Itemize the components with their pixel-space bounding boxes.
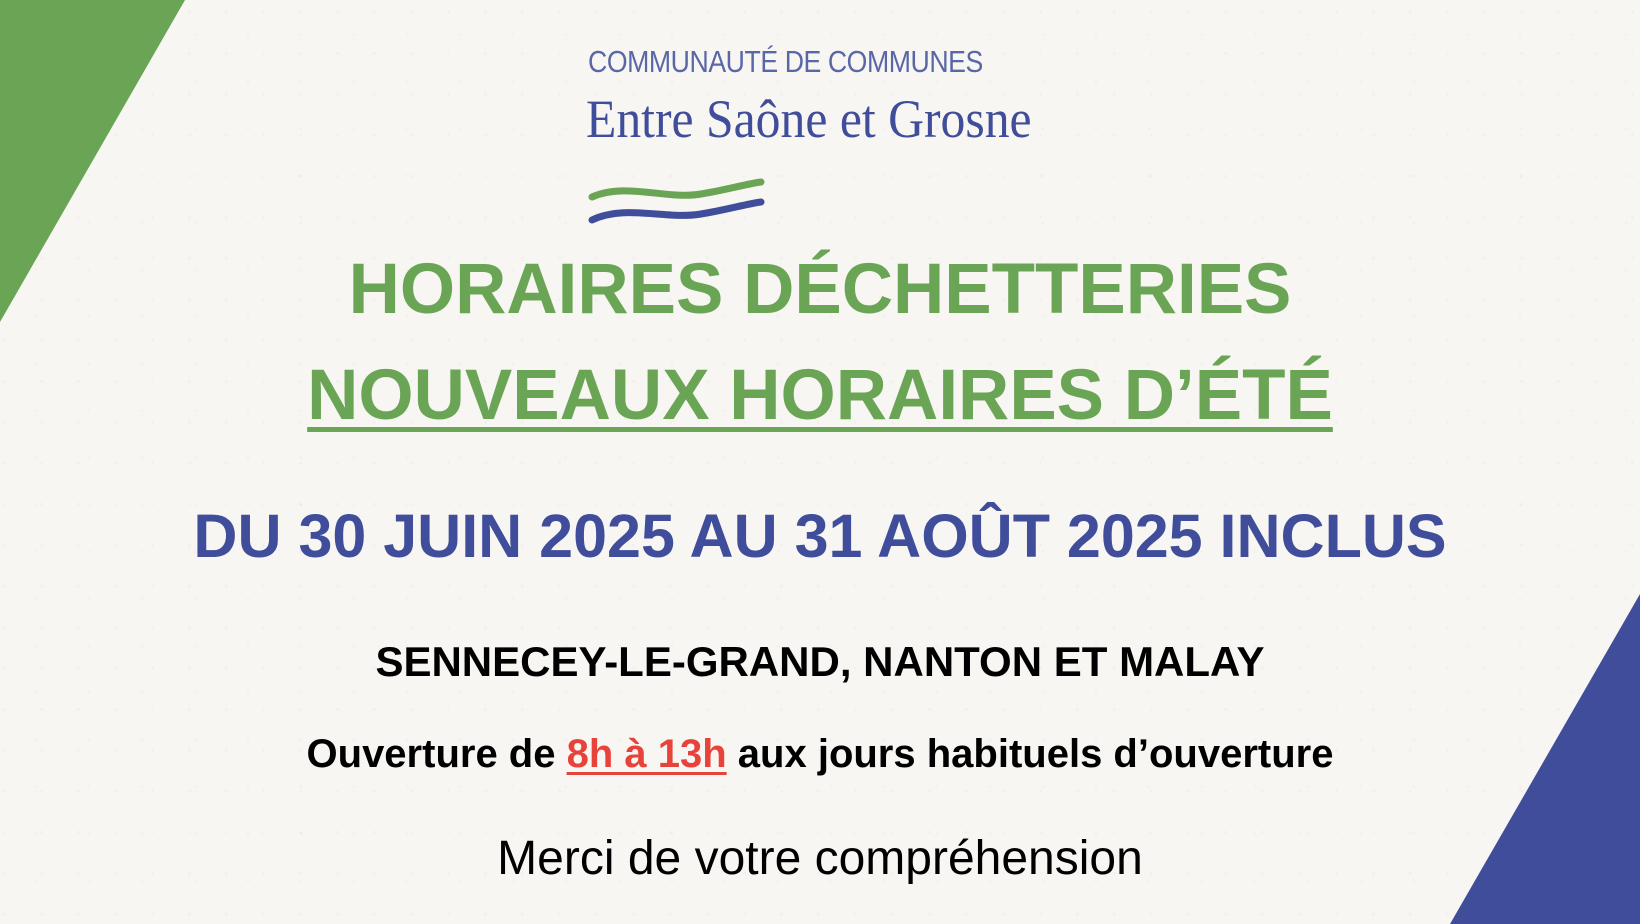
logo-subtitle: COMMUNAUTÉ DE COMMUNES bbox=[588, 44, 983, 79]
opening-hours bbox=[0, 729, 1640, 779]
river-waves-icon bbox=[586, 142, 776, 234]
logo-title: Entre Saône et Grosne bbox=[586, 89, 1032, 149]
title-line-2-text: NOUVEAUX HORAIRES D’ÉTÉ bbox=[307, 356, 1333, 435]
locations: SENNECEY-LE-GRAND, NANTON ET MALAY bbox=[375, 638, 1265, 685]
period-dates: DU 30 JUIN 2025 AU 31 AOÛT 2025 INCLUS bbox=[193, 502, 1447, 570]
thanks-message: Merci de votre compréhension bbox=[497, 832, 1143, 885]
title-line-2 bbox=[0, 354, 1640, 438]
community-logo bbox=[586, 44, 1056, 194]
opening-hours-value: 8h à 13h bbox=[566, 732, 727, 776]
title-line-1: HORAIRES DÉCHETTERIES bbox=[348, 250, 1292, 329]
opening-suffix: aux jours habituels d’ouverture bbox=[726, 732, 1334, 776]
opening-prefix: Ouverture de bbox=[306, 732, 567, 776]
